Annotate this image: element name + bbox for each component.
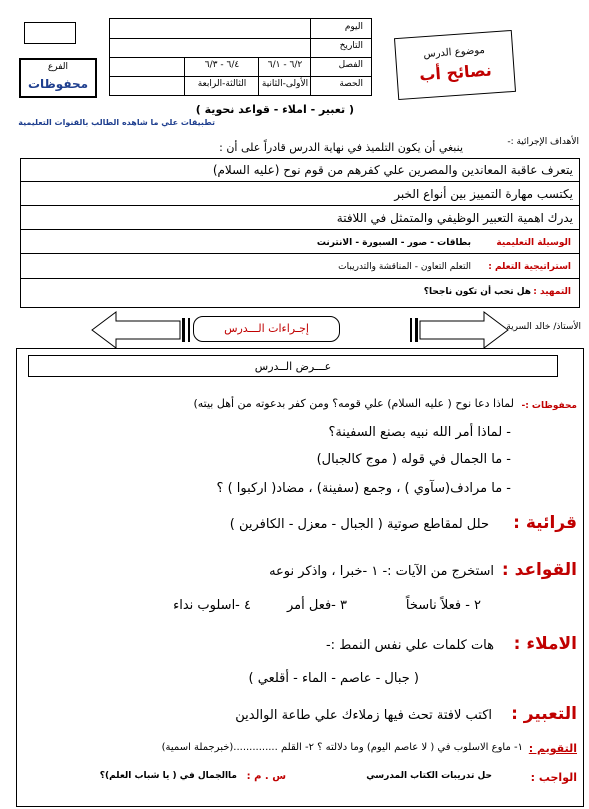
warmup-label: التمهيد : [533, 287, 571, 297]
day-label: اليوم [344, 22, 363, 32]
procedures-title: إجـراءات الـــدرس [224, 322, 309, 335]
objectives-intro: ينبغي أن يكون التلميذ في نهاية الدرس قادراً على أن : [219, 141, 463, 154]
tools-value: بطاقات - صور - السبورة - الانترنت [316, 238, 471, 248]
period-1-2: الأولى-الثانية [261, 79, 309, 89]
subject-box [394, 30, 516, 100]
right-arrow-icon [420, 312, 508, 348]
branch-value: محفوظات [27, 77, 89, 91]
grammar-item-3: ٣ -فعل أمر [286, 598, 347, 613]
period-3-4: الثالثة-الرابعة [197, 79, 247, 89]
question-2: - ما الجمال في قوله ( موج كالجبال) [316, 452, 511, 467]
evaluation-text: ١- ماوع الاسلوب في ( لا عاصم اليوم) وما دلالته ؟ ٢- القلم ..............(خبرجملة اسمية) [161, 742, 523, 753]
homework-text: حل تدريبات الكتاب المدرسي [366, 771, 492, 781]
integration-title: ( تعبير - املاء - قواعد نحوية ) [195, 103, 354, 116]
header-table [109, 18, 372, 96]
branch-box [19, 58, 97, 98]
presentation-title: عـــرض الــدرس [254, 360, 332, 373]
tools-label: الوسيلة التعليمية [496, 238, 571, 248]
class-3-4: ٦/٤ - ٦/٣ [204, 60, 240, 70]
question-1: - لماذا أمر الله نبيه بصنع السفينة؟ [328, 425, 511, 440]
empty-box [24, 22, 76, 44]
evaluation-label: التقويم : [528, 742, 577, 755]
period-label: الحصة [339, 79, 363, 89]
dictation-text: هات كلمات علي نفس النمط :- [325, 638, 494, 653]
dictation-label: الاملاء : [513, 634, 577, 654]
strategy-label: استراتيجية التعلم : [488, 262, 571, 272]
reading-label: قرائية : [513, 513, 577, 533]
question-3: - ما مرادف(سآوي ) ، وجمع (سفينة) ، مضاد( اركبوا ) ؟ [216, 481, 511, 496]
grammar-label: القواعد : [501, 560, 577, 580]
grammar-text: استخرج من الآيات :- ١ -خبرا ، واذكر نوعه [269, 564, 494, 579]
class-label: الفصل [338, 60, 363, 70]
objectives-label: الأهداف الإجرائية :- [507, 137, 579, 147]
expression-label: التعبير : [511, 704, 577, 724]
reading-text: حلل لمقاطع صوتية ( الجبال - معزل - الكافرين ) [229, 517, 489, 532]
memorization-question: لماذا دعا نوح ( عليه السلام) علي قومه؟ ومن كفر بدعوته من أهل بيته) [193, 397, 514, 410]
strategy-value: التعلم التعاون - المناقشة والتدريبات [338, 262, 471, 272]
teacher-name: الأستاذ/ خالد السرية [506, 322, 581, 332]
grammar-item-2: ٢ - فعلاً ناسخاً [405, 598, 481, 613]
homework-extra-label: س . م : [246, 771, 286, 782]
subject-value: نصائح أب [418, 60, 493, 85]
dictation-words: ( جبال - عاصم - الماء - أقلعي ) [248, 671, 419, 686]
homework-extra: ماالجمال في ( يا شباب العلم)؟ [99, 771, 237, 781]
memorization-label: محفوظات :- [521, 401, 577, 411]
integration-note: تطبيقات علي ما شاهده الطالب بالقنوات التعليمية [18, 118, 215, 127]
objective-2: يكتسب مهارة التمييز بين أنواع الخبر [394, 187, 573, 201]
branch-label: الفرع [47, 62, 69, 72]
grammar-item-4: ٤ -اسلوب نداء [173, 598, 251, 613]
warmup-value: هل تحب أن تكون ناجحا؟ [423, 287, 531, 297]
objectives-box [20, 158, 580, 308]
subject-label: موضوع الدرس [423, 44, 486, 61]
left-arrow-icon [92, 312, 180, 348]
expression-text: اكتب لافتة تحث فيها زملاءك علي طاعة الوالدين [235, 708, 492, 723]
class-1-2: ٦/٢ - ٦/١ [267, 60, 303, 70]
date-label: التاريخ [339, 41, 363, 51]
objective-1: يتعرف عاقبة المعاندين والمصرين علي كفرهم من قوم نوح (عليه السلام) [212, 163, 573, 177]
procedures-title-box [193, 316, 340, 342]
homework-label: الواجب : [530, 771, 577, 784]
objective-3: يدرك اهمية التعبير الوظيفي والمتمثل في اللافتة [336, 211, 573, 225]
